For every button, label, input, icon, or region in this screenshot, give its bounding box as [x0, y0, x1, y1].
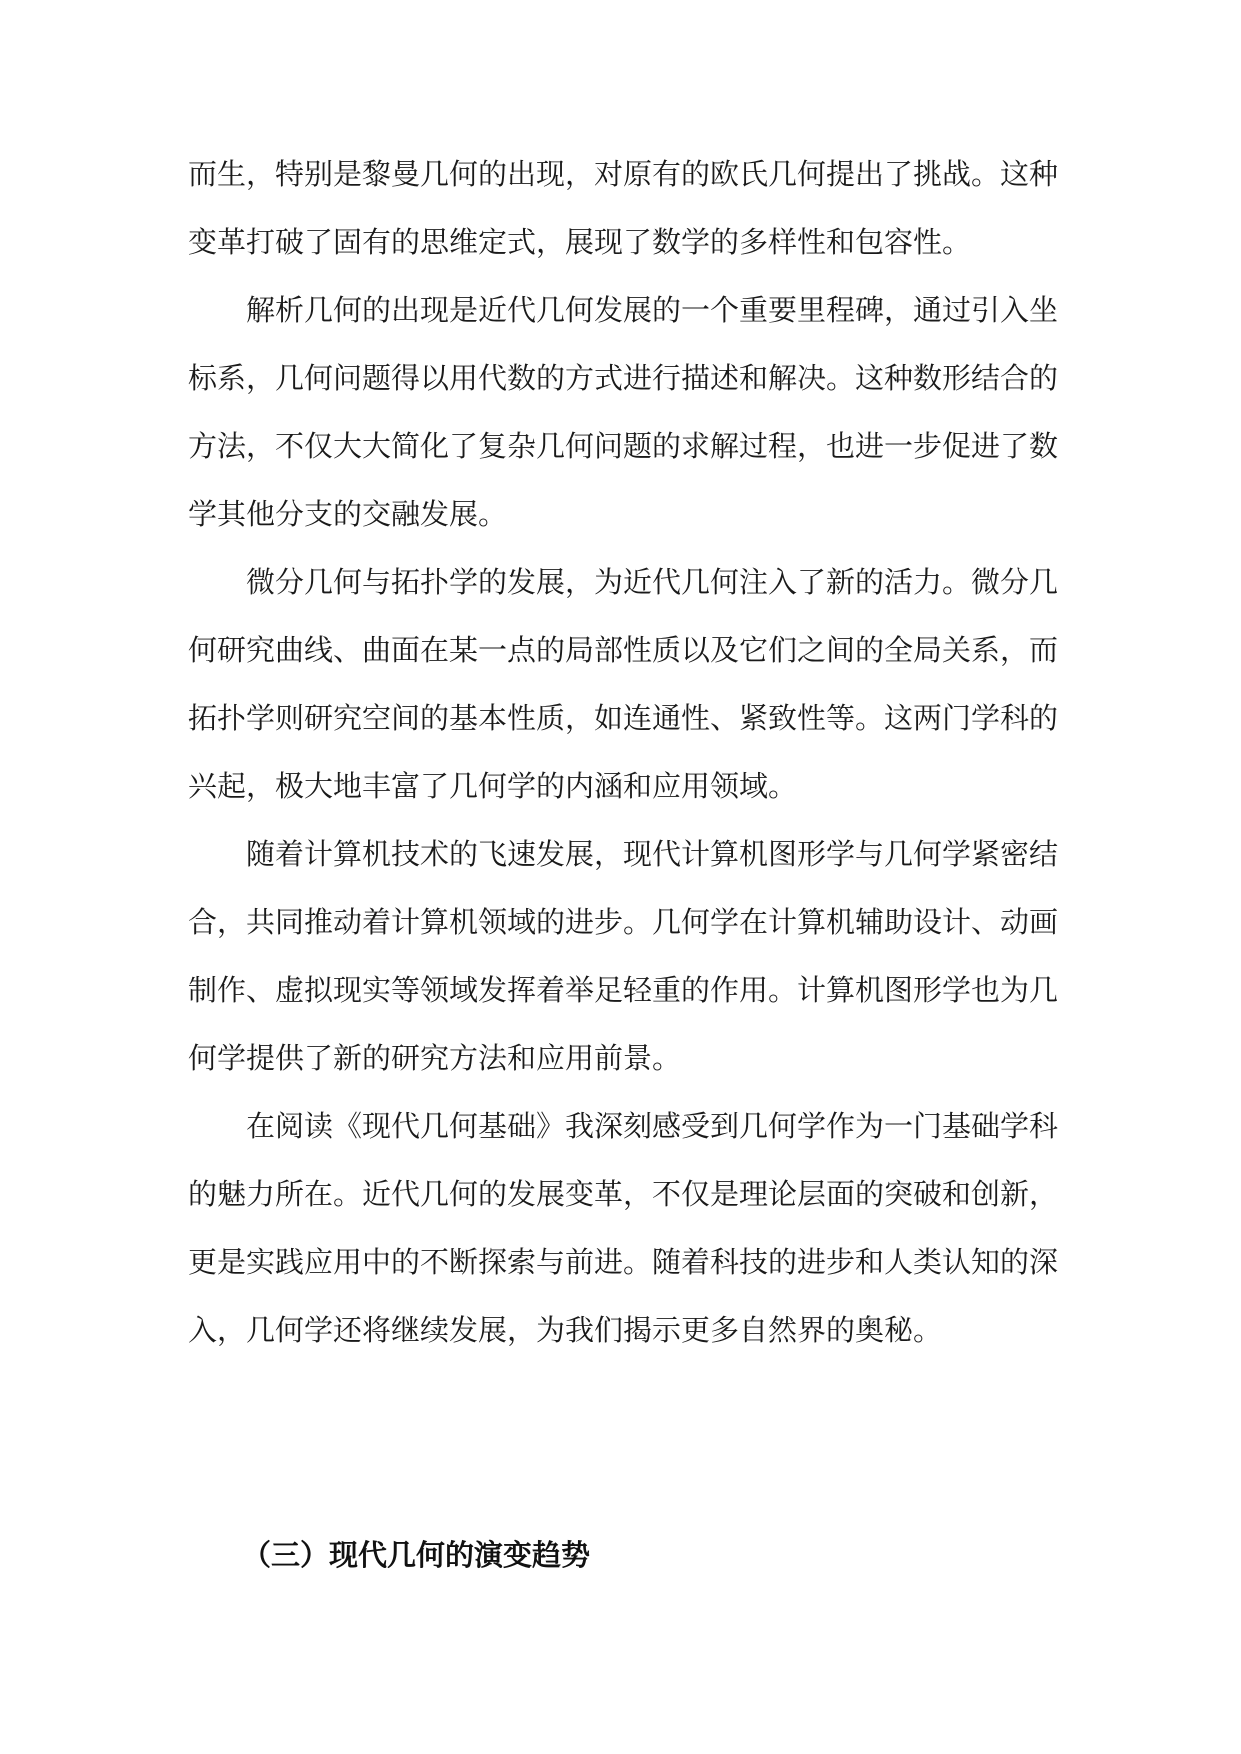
text-line: 何学提供了新的研究方法和应用前景。: [188, 1041, 682, 1075]
body-text: [188, 140, 1059, 1364]
text-line: 在阅读《现代几何基础》我深刻感受到几何学作为一门基础学科: [246, 1109, 1059, 1143]
text-line: 变革打破了固有的思维定式，展现了数学的多样性和包容性。: [188, 225, 972, 259]
text-line: 入，几何学还将继续发展，为我们揭示更多自然界的奥秘。: [188, 1313, 943, 1347]
text-line: 何研究曲线、曲面在某一点的局部性质以及它们之间的全局关系，而: [188, 633, 1059, 667]
paragraph-5: [188, 1092, 1059, 1364]
text-line: 而生，特别是黎曼几何的出现，对原有的欧氏几何提出了挑战。这种: [188, 157, 1059, 191]
text-line: 方法，不仅大大简化了复杂几何问题的求解过程，也进一步促进了数: [188, 429, 1059, 463]
text-line: 拓扑学则研究空间的基本性质，如连通性、紧致性等。这两门学科的: [188, 701, 1059, 735]
paragraph-3: [188, 548, 1059, 820]
text-line: 合，共同推动着计算机领域的进步。几何学在计算机辅助设计、动画: [188, 905, 1059, 939]
paragraph-4: [188, 820, 1059, 1092]
text-line: 制作、虚拟现实等领域发挥着举足轻重的作用。计算机图形学也为几: [188, 973, 1059, 1007]
text-line: 兴起，极大地丰富了几何学的内涵和应用领域。: [188, 769, 798, 803]
paragraph-2: [188, 276, 1059, 548]
text-line: 的魅力所在。近代几何的发展变革，不仅是理论层面的突破和创新，: [188, 1177, 1059, 1211]
text-line: 解析几何的出现是近代几何发展的一个重要里程碑，通过引入坐: [246, 293, 1059, 327]
text-line: 微分几何与拓扑学的发展，为近代几何注入了新的活力。微分几: [246, 565, 1059, 599]
text-line: 学其他分支的交融发展。: [188, 497, 508, 531]
text-line: 随着计算机技术的飞速发展，现代计算机图形学与几何学紧密结: [246, 837, 1059, 871]
text-line: 更是实践应用中的不断探索与前进。随着科技的进步和人类认知的深: [188, 1245, 1059, 1279]
text-line: 标系，几何问题得以用代数的方式进行描述和解决。这种数形结合的: [188, 361, 1059, 395]
section-heading: （三）现代几何的演变趋势: [242, 1538, 591, 1572]
paragraph-1: [188, 140, 1059, 276]
